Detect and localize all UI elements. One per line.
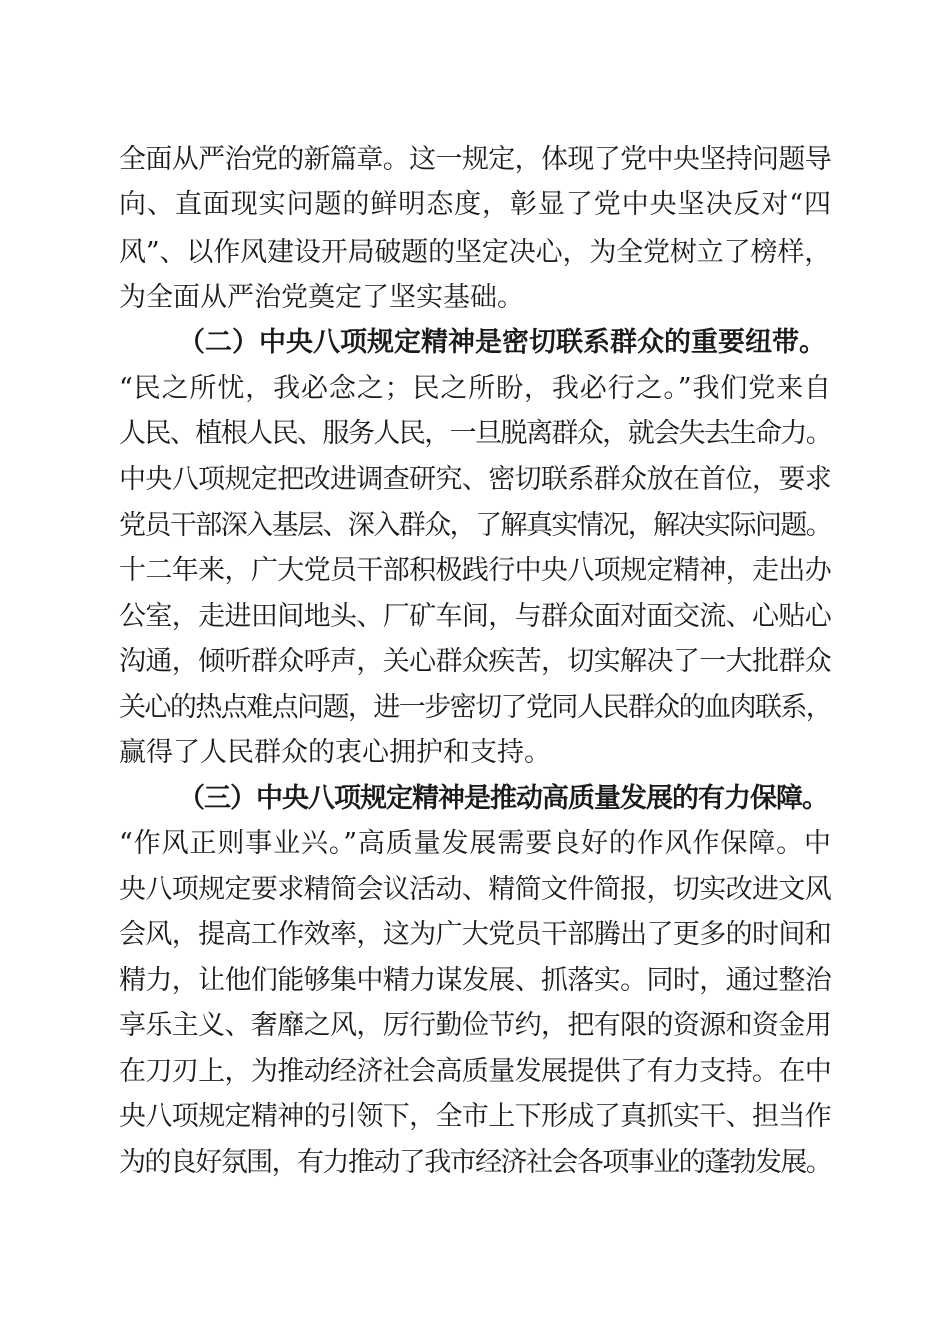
paragraph-3-line-7: 央八项规定精神的引领下，全市上下形成了真抓实干、担当作 bbox=[119, 1101, 831, 1132]
paragraph-1-line-3: 风”、以作风建设开局破题的坚定决心，为全党树立了榜样， bbox=[119, 237, 831, 268]
paragraph-2-line-4: 党员干部深入基层、深入群众，了解真实情况，解决实际问题。 bbox=[119, 510, 831, 541]
paragraph-3-line-2: 央八项规定要求精简会议活动、精简文件简报，切实改进文风 bbox=[119, 874, 831, 905]
paragraph-3-line-6: 在刀刃上，为推动经济社会高质量发展提供了有力支持。在中 bbox=[119, 1056, 831, 1087]
paragraph-3-line-3: 会风，提高工作效率，这为广大党员干部腾出了更多的时间和 bbox=[119, 919, 831, 950]
paragraph-2-line-7: 沟通，倾听群众呼声，关心群众疾苦，切实解决了一大批群众 bbox=[119, 646, 831, 677]
paragraph-3-line-5: 享乐主义、奢靡之风，厉行勤俭节约，把有限的资源和资金用 bbox=[119, 1010, 831, 1041]
paragraph-3-line-4: 精力，让他们能够集中精力谋发展、抓落实。同时，通过整治 bbox=[119, 965, 831, 996]
paragraph-3-line-1: “作风正则事业兴。”高质量发展需要良好的作风作保障。中 bbox=[119, 828, 831, 859]
paragraph-2-line-1: “民之所忧，我必念之；民之所盼，我必行之。”我们党来自 bbox=[119, 373, 831, 404]
paragraph-2-line-2: 人民、植根人民、服务人民，一旦脱离群众，就会失去生命力。 bbox=[119, 418, 831, 449]
paragraph-3-line-8: 为的良好氛围，有力推动了我市经济社会各项事业的蓬勃发展。 bbox=[119, 1147, 831, 1178]
paragraph-2-line-3: 中央八项规定把改进调查研究、密切联系群众放在首位，要求 bbox=[119, 464, 831, 495]
paragraph-2-line-6: 公室，走进田间地头、厂矿车间，与群众面对面交流、心贴心 bbox=[119, 601, 831, 632]
paragraph-1-line-2: 向、直面现实问题的鲜明态度，彰显了党中央坚决反对“四 bbox=[119, 189, 831, 220]
paragraph-2-line-5: 十二年来，广大党员干部积极践行中央八项规定精神，走出办 bbox=[119, 555, 831, 586]
paragraph-1-line-4: 为全面从严治党奠定了坚实基础。 bbox=[119, 282, 524, 313]
paragraph-2-line-9: 赢得了人民群众的衷心拥护和支持。 bbox=[119, 737, 551, 768]
section-2-heading: （二）中央八项规定精神是密切联系群众的重要纽带。 bbox=[178, 327, 826, 358]
paragraph-1-line-1: 全面从严治党的新篇章。这一规定，体现了党中央坚持问题导 bbox=[119, 144, 831, 175]
paragraph-2-line-8: 关心的热点难点问题，进一步密切了党同人民群众的血肉联系， bbox=[119, 692, 831, 723]
section-3-heading: （三）中央八项规定精神是推动高质量发展的有力保障。 bbox=[178, 783, 828, 814]
